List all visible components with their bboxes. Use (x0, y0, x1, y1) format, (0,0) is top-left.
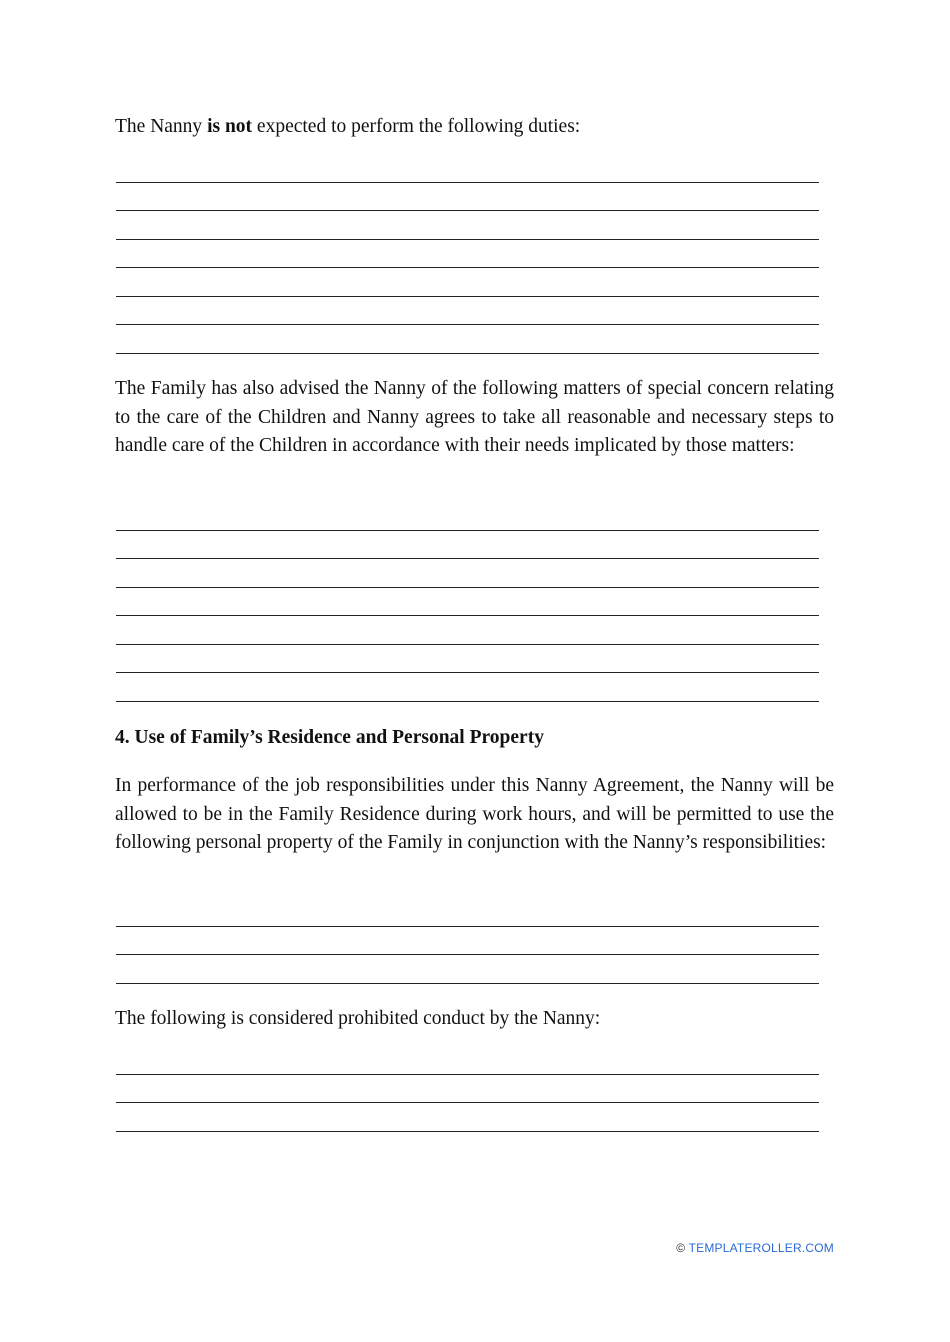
blank-line[interactable] (116, 672, 819, 673)
blank-line[interactable] (116, 644, 819, 645)
prohibited-intro: The following is considered prohibited conduct by the Nanny: (115, 1008, 601, 1029)
section-4-heading: 4. Use of Family’s Residence and Personal Property (115, 727, 544, 748)
concerns-paragraph: The Family has also advised the Nanny of the following matters of special concern relating to the care of the Children and Nanny agrees to take all reasonable and necessary steps to handle care of the Children in accordance with their needs implicated by those matters: (115, 378, 834, 457)
blank-line[interactable] (116, 353, 819, 354)
blank-line[interactable] (116, 267, 819, 268)
blank-line[interactable] (116, 239, 819, 240)
duties-intro-bold: is not (207, 116, 253, 137)
blank-line[interactable] (116, 210, 819, 211)
blank-line[interactable] (116, 324, 819, 325)
blank-line[interactable] (116, 530, 819, 531)
site-link[interactable]: TEMPLATEROLLER.COM (688, 1241, 834, 1255)
footer-credit (676, 1241, 834, 1255)
blank-line[interactable] (116, 1131, 819, 1132)
blank-line[interactable] (116, 954, 819, 955)
blank-line[interactable] (116, 926, 819, 927)
blank-line[interactable] (116, 558, 819, 559)
blank-line[interactable] (116, 182, 819, 183)
duties-intro (115, 113, 834, 142)
copyright-symbol: © (676, 1241, 686, 1255)
blank-line[interactable] (116, 615, 819, 616)
duties-intro-suffix: expected to perform the following duties: (252, 116, 581, 137)
blank-line[interactable] (116, 983, 819, 984)
blank-line[interactable] (116, 1102, 819, 1103)
section-4-paragraph: In performance of the job responsibilities under this Nanny Agreement, the Nanny will be allowed to be in the Family Residence during work hours, and will be permitted to use the following personal property of the Family in conjunction with the Nanny’s responsibilities: (115, 775, 834, 854)
blank-line[interactable] (116, 296, 819, 297)
blank-line[interactable] (116, 1074, 819, 1075)
blank-line[interactable] (116, 587, 819, 588)
duties-intro-prefix: The Nanny (115, 116, 208, 137)
blank-line[interactable] (116, 701, 819, 702)
